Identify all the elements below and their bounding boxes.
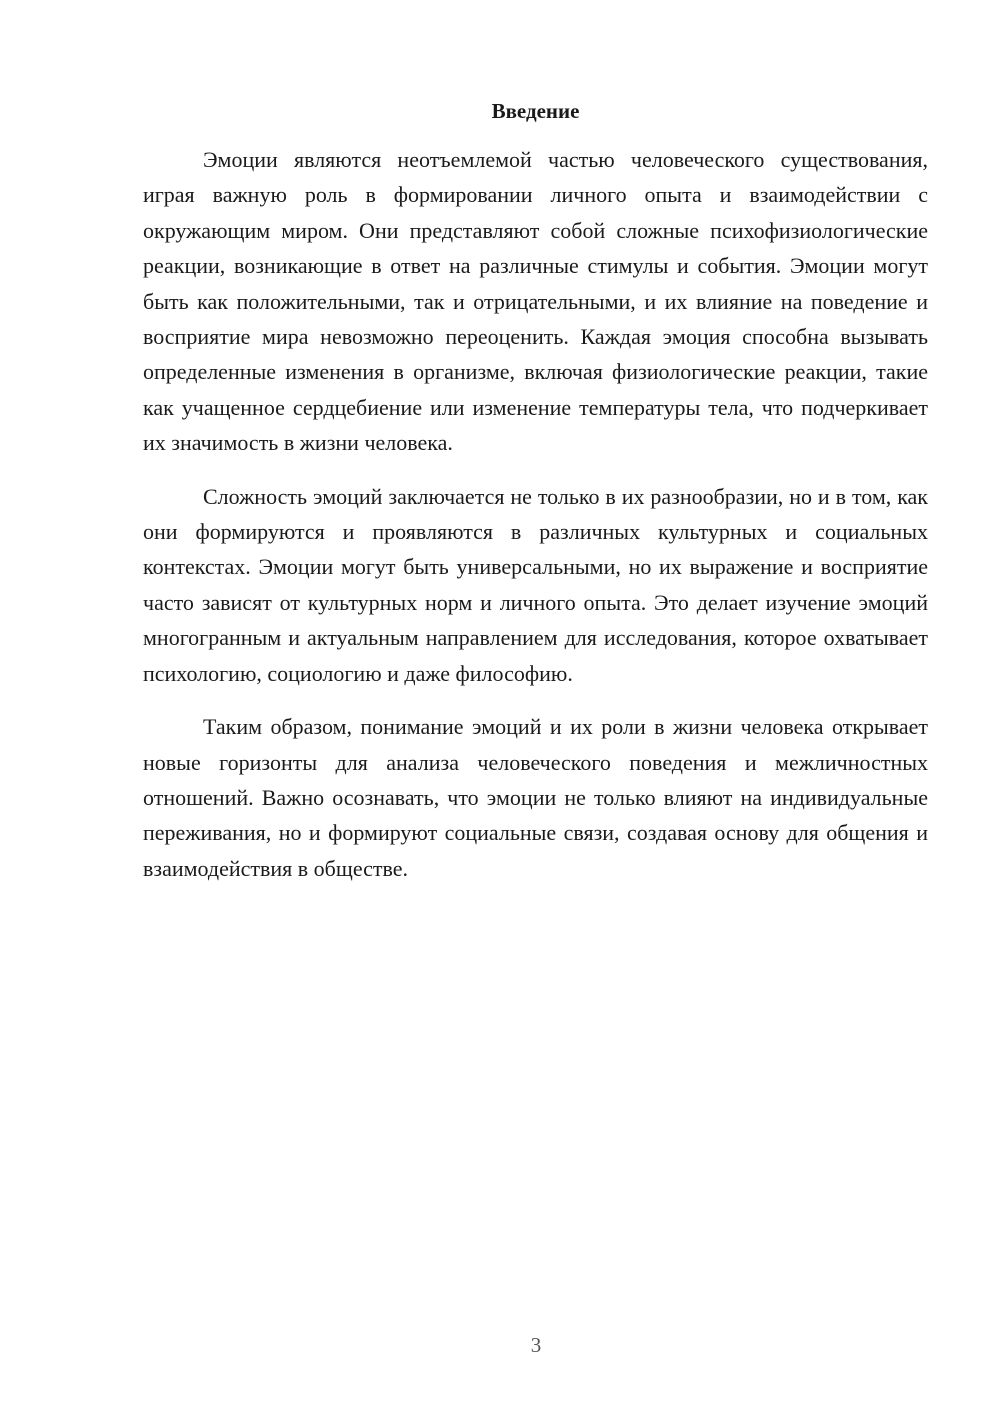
paragraph-1: Эмоции являются неотъемлемой частью человеческого существования, играя важную роль в формировании личного опыта и взаимодействии с окружающим миром. Они представляют собой сложные психофизиологические реакции, возникающие в ответ на различные стимулы и события. Эмоции могут быть как положительными, так и отрицательными, и их влияние на поведение и восприятие мира невозможно переоценить. Каждая эмоция способна вызывать определенные изменения в организме, включая физиологические реакции, такие как учащенное сердцебиение или изменение температуры тела, что подчеркивает их значимость в жизни человека. [143, 147, 928, 456]
paragraph-3: Таким образом, понимание эмоций и их роли в жизни человека открывает новые горизонты для анализа человеческого поведения и межличностных отношений. Важно осознавать, что эмоции не только влияют на индивидуальные переживания, но и формируют социальные связи, создавая основу для общения и взаимодействия в обществе. [143, 714, 928, 881]
section-title: Введение [491, 99, 580, 123]
paragraph-2: Сложность эмоций заключается не только в их разнообразии, но и в том, как они формируются и проявляются в различных культурных и социальных контекстах. Эмоции могут быть универсальными, но их выражение и восприятие часто зависят от культурных норм и личного опыта. Это делает изучение эмоций многогранным и актуальным направлением для исследования, которое охватывает психологию, социологию и даже философию. [143, 483, 928, 686]
page-number: 3 [530, 1333, 542, 1357]
document-body [143, 142, 928, 904]
